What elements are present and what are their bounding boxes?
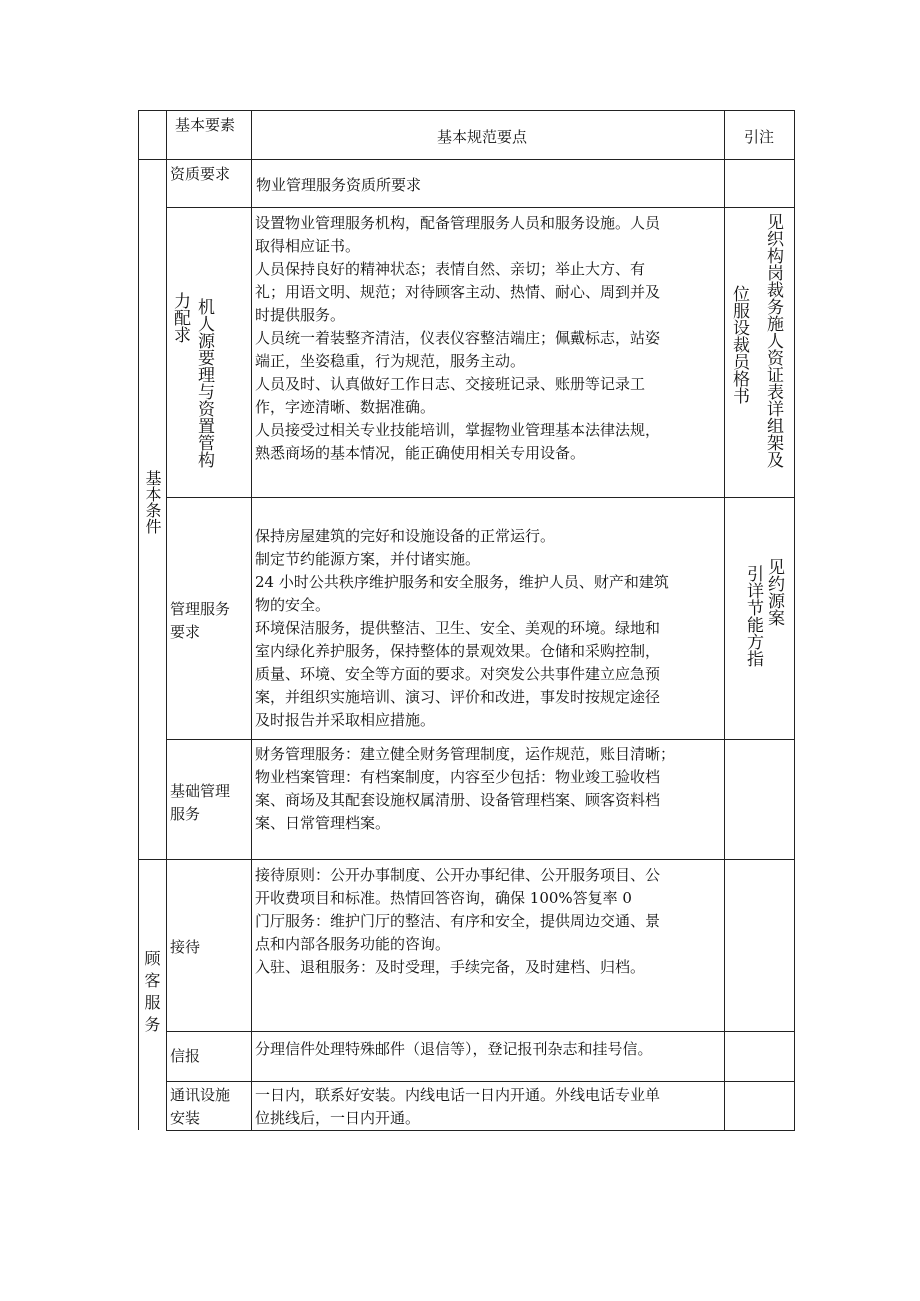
text-line: 接待原则：公开办事制度、公开办事纪律、公开服务项目、公 bbox=[255, 866, 661, 884]
table-border-left bbox=[138, 110, 139, 1130]
telecom-text bbox=[255, 1084, 660, 1130]
text-line: 入驻、退租服务：及时受理，手续完备，及时建档、归档。 bbox=[255, 958, 646, 976]
qualification-label: 资质要求 bbox=[170, 165, 231, 183]
mgmt-ref-col-a: 见约源案 bbox=[764, 558, 784, 626]
text-line: 开收费项目和标准。热情回答咨询，确保 100%答复率 0 bbox=[255, 889, 632, 907]
label-line: 通讯设施 bbox=[170, 1086, 231, 1104]
text-line: 作，字迹清晰、数据准确。 bbox=[255, 398, 436, 416]
text-line: 案、日常管理档案。 bbox=[255, 814, 391, 832]
section-basic-conditions: 基本条件 bbox=[143, 470, 162, 534]
table-border-top bbox=[138, 110, 795, 111]
label-line: 要求 bbox=[170, 623, 201, 641]
reception-text bbox=[255, 864, 660, 979]
text-line: 一日内，联系好安装。内线电话一日内开通。外线电话专业单 bbox=[255, 1086, 661, 1104]
row-divider bbox=[166, 497, 795, 498]
text-line: 点和内部各服务功能的咨询。 bbox=[255, 935, 451, 953]
column-divider bbox=[251, 110, 252, 1130]
text-line: 端正，坐姿稳重，行为规范，服务主动。 bbox=[255, 352, 526, 370]
text-line: 人员接受过相关专业技能培训，掌握物业管理基本法律法规， bbox=[255, 421, 661, 439]
reception-label: 接待 bbox=[170, 938, 201, 956]
text-line: 环境保洁服务，提供整洁、卫生、安全、美观的环境。绿地和 bbox=[255, 619, 661, 637]
header-ref: 引注 bbox=[744, 128, 775, 146]
mgmt-ref-col-b: 引详节能方指 bbox=[743, 565, 763, 667]
text-line: 设置物业管理服务机构，配备管理服务人员和服务设施。人员 bbox=[255, 214, 661, 232]
basic-mgmt-label bbox=[170, 780, 230, 826]
table-border-right bbox=[794, 110, 795, 1130]
header-points: 基本规范要点 bbox=[437, 128, 528, 146]
text-line: 质量、环境、安全等方面的要求。对突发公共事件建立应急预 bbox=[255, 665, 661, 683]
qualification-text: 物业管理服务资质所要求 bbox=[256, 176, 422, 194]
text-line: 保持房屋建筑的完好和设施设备的正常运行。 bbox=[255, 527, 556, 545]
text-line: 门厅服务：维护门厅的整洁、有序和安全，提供周边交通、景 bbox=[255, 912, 661, 930]
text-line: 室内绿化养护服务，保持整体的景观效果。仓储和采购控制， bbox=[255, 642, 661, 660]
row-divider bbox=[138, 859, 795, 860]
text-line: 时提供服务。 bbox=[255, 306, 346, 324]
text-line: 人员保持良好的精神状态；表情自然、亲切；举止大方、有 bbox=[255, 260, 646, 278]
table-border-bottom bbox=[166, 1130, 795, 1131]
text-line: 案、商场及其配套设施权属清册、设备管理档案、顾客资料档 bbox=[255, 791, 661, 809]
text-line: 人员及时、认真做好工作日志、交接班记录、账册等记录工 bbox=[255, 375, 646, 393]
basic-mgmt-text bbox=[255, 743, 675, 835]
section-customer-service: 顾客服务 bbox=[142, 950, 161, 1038]
label-line: 基础管理 bbox=[170, 782, 231, 800]
text-line: 案，并组织实施培训、演习、评价和改进，事发时按规定途径 bbox=[255, 688, 661, 706]
row-divider bbox=[166, 739, 795, 740]
column-divider bbox=[724, 110, 725, 1130]
hr-label-col-a: 力配求 bbox=[170, 292, 190, 343]
text-line: 取得相应证书。 bbox=[255, 237, 361, 255]
row-divider bbox=[166, 1081, 795, 1082]
text-line: 物业档案管理：有档案制度，内容至少包括：物业竣工验收档 bbox=[255, 768, 661, 786]
telecom-label bbox=[170, 1084, 230, 1130]
text-line: 24 小时公共秩序维护服务和安全服务，维护人员、财产和建筑 bbox=[255, 573, 669, 591]
mail-label: 信报 bbox=[170, 1047, 201, 1065]
text-line: 礼；用语文明、规范；对待顾客主动、热情、耐心、周到并及 bbox=[255, 283, 661, 301]
label-line: 管理服务 bbox=[170, 600, 231, 618]
column-divider bbox=[166, 110, 167, 1130]
text-line: 财务管理服务：建立健全财务管理制度，运作规范，账目清晰； bbox=[255, 745, 676, 763]
hr-ref-col-b: 位服设裁员格书 bbox=[729, 285, 749, 404]
text-line: 人员统一着装整齐清洁，仪表仪容整洁端庄；佩戴标志，站姿 bbox=[255, 329, 661, 347]
text-line: 熟悉商场的基本情况，能正确使用相关专用设备。 bbox=[255, 444, 586, 462]
hr-ref-col-a: 见织构岗裁务施人资证表详组架及 bbox=[763, 213, 783, 468]
mgmt-label bbox=[170, 598, 230, 644]
hr-label-col-b: 机人源要理与资置管构 bbox=[194, 298, 214, 468]
text-line: 物的安全。 bbox=[255, 596, 331, 614]
row-divider bbox=[166, 207, 795, 208]
label-line: 安装 bbox=[170, 1109, 201, 1127]
text-line: 制定节约能源方案，并付诸实施。 bbox=[255, 550, 481, 568]
hr-text bbox=[255, 212, 660, 465]
header-element: 基本要素 bbox=[175, 116, 236, 134]
mgmt-text bbox=[255, 525, 669, 732]
row-divider bbox=[166, 1031, 795, 1032]
text-line: 及时报告并采取相应措施。 bbox=[255, 711, 436, 729]
row-divider bbox=[138, 159, 795, 160]
mail-text: 分理信件处理特殊邮件（退信等），登记报刊杂志和挂号信。 bbox=[255, 1040, 653, 1058]
label-line: 服务 bbox=[170, 805, 201, 823]
text-line: 位挑线后，一日内开通。 bbox=[255, 1109, 421, 1127]
